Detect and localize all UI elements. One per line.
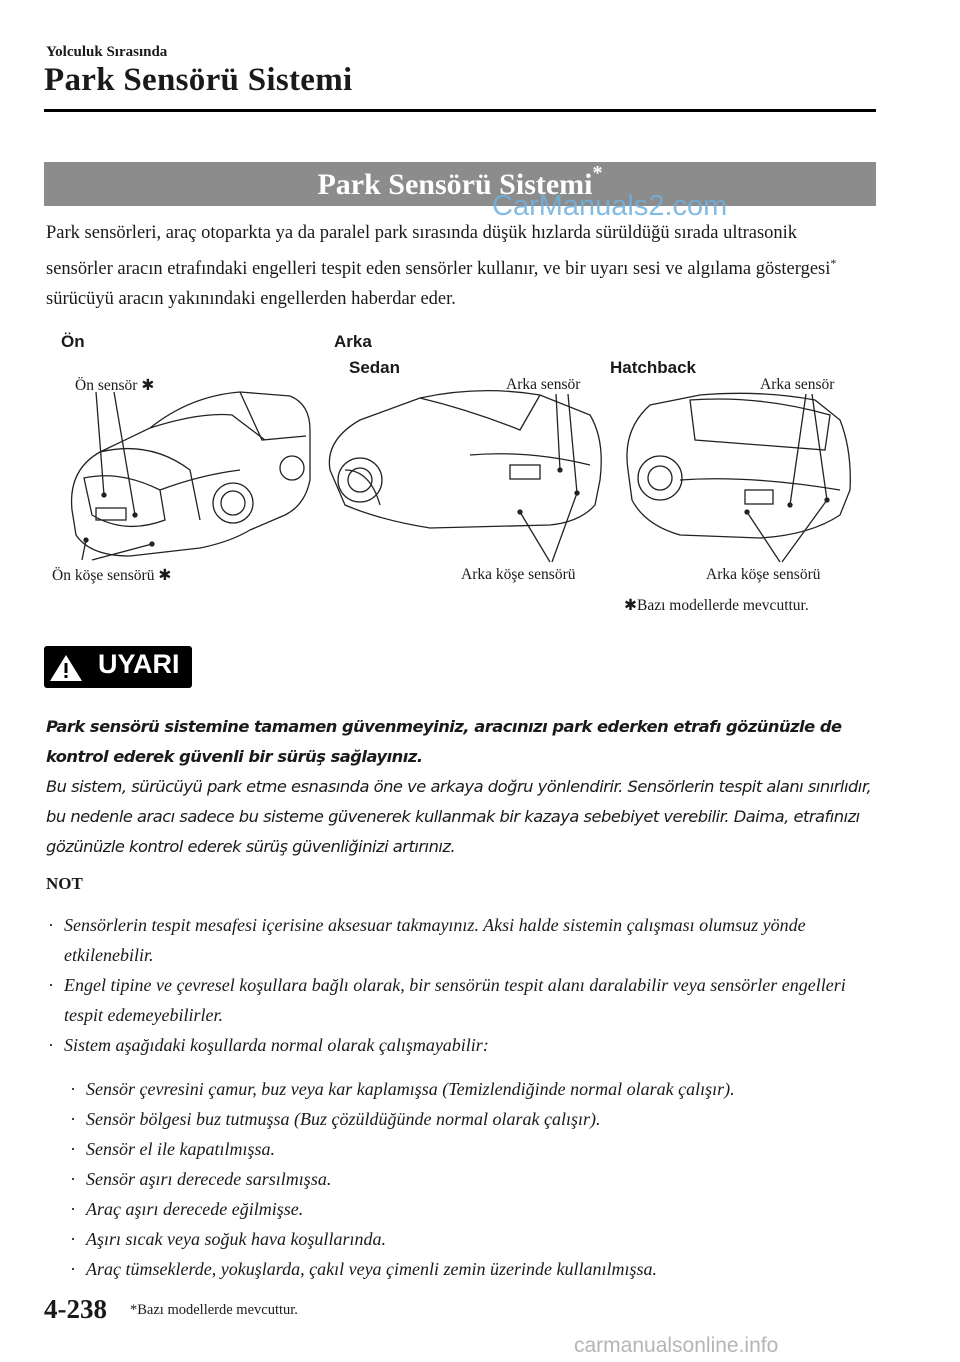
- warning-body: [46, 712, 886, 862]
- note-heading: NOT: [46, 874, 83, 893]
- label-rear: Arka: [334, 332, 372, 351]
- bullet-icon: ·: [48, 1035, 54, 1055]
- warning-bold-text: Park sensörü sistemine tamamen güvenmeyiniz, aracınızı park ederken etrafı gözünüzle de kontrol ederek güvenli bir sürüş sağlayınız.: [46, 717, 842, 766]
- note-subitem-text: Sensör el ile kapatılmışsa.: [86, 1139, 275, 1159]
- hatchback-illustration: [627, 393, 850, 562]
- sedan-illustration: [329, 391, 601, 562]
- label-front-sensor-text: Ön sensör: [75, 377, 138, 394]
- label-hatch-rear-corner: Arka köşe sensörü: [706, 566, 821, 583]
- intro-text-1: Park sensörleri, araç otoparkta ya da paralel park sırasında düşük hızlarda sürüldüğü sırada ultrasonik sensörler aracın etrafındaki engelleri tespit eden sensörler kullanır, ve bir uyarı sesi ve algılama göstergesi: [46, 223, 831, 280]
- label-sedan-rear-sensor: Arka sensör: [506, 376, 581, 393]
- label-hatchback: Hatchback: [610, 358, 696, 377]
- note-subitem: [68, 1104, 876, 1134]
- note-item-text: Engel tipine ve çevresel koşullara bağlı olarak, bir sensörün tespit alanı daralabilir veya sensörler engelleri tespit edemeyebilirler.: [64, 975, 846, 1025]
- section-label: Yolculuk Sırasında: [46, 44, 168, 60]
- watermark-bottom: carmanualsonline.info: [574, 1334, 779, 1357]
- watermark-top: CarManuals2.com: [492, 190, 728, 222]
- availability-star-icon: ✱: [158, 567, 172, 584]
- note-item: [46, 970, 876, 1030]
- note-subitem-text: Araç tümseklerde, yokuşlarda, çakıl veya çimenli zemin üzerinde kullanılmışsa.: [86, 1259, 658, 1279]
- label-hatch-rear-sensor: Arka sensör: [760, 376, 835, 393]
- warning-label: UYARI: [98, 649, 180, 679]
- label-sedan-rear-corner: Arka köşe sensörü: [461, 566, 576, 583]
- footnote: [130, 1302, 298, 1319]
- note-subitem: [68, 1164, 876, 1194]
- warning-triangle-icon: [44, 646, 88, 688]
- note-subitem: [68, 1194, 876, 1224]
- note-subitem: [68, 1254, 876, 1284]
- availability-note-text: Bazı modellerde mevcuttur.: [637, 597, 809, 614]
- front-car-illustration: [72, 392, 310, 560]
- note-item-text: Sistem aşağıdaki koşullarda normal olarak çalışmayabilir:: [64, 1035, 489, 1055]
- intro-text-2: sürücüyü aracın yakınındaki engellerden haberdar eder.: [46, 289, 456, 310]
- note-subitem-text: Araç aşırı derecede eğilmişse.: [86, 1199, 304, 1219]
- note-subitem-text: Aşırı sıcak veya soğuk hava koşullarında.: [86, 1229, 386, 1249]
- bullet-icon: ·: [48, 975, 54, 995]
- bullet-icon: ·: [70, 1199, 76, 1219]
- bullet-icon: ·: [48, 915, 54, 935]
- footnote-text: Bazı modellerde mevcuttur.: [137, 1302, 298, 1318]
- note-subitem-text: Sensör çevresini çamur, buz veya kar kaplamışsa (Temizlendiğinde normal olarak çalışır).: [86, 1079, 735, 1099]
- note-subitem: [68, 1224, 876, 1254]
- warning-plain-text: Bu sistem, sürücüyü park etme esnasında öne ve arkaya doğru yönlendirir. Sensörlerin tespit alanı sınırlıdır, bu nedenle aracı sadece bu sisteme güvenerek kullanmak bir kazaya sebebiyet verebilir. Daima, etrafınızı gözünüzle kontrol ederek sürüş güvenliğinizi artırınız.: [46, 777, 872, 856]
- bullet-icon: ·: [70, 1259, 76, 1279]
- label-sedan: Sedan: [349, 358, 401, 377]
- note-subitem: [68, 1074, 876, 1104]
- note-subitem: [68, 1134, 876, 1164]
- availability-star-icon: ✱: [141, 377, 155, 394]
- bullet-icon: ·: [70, 1169, 76, 1189]
- bullet-icon: ·: [70, 1139, 76, 1159]
- banner-asterisk: *: [592, 162, 603, 184]
- footnote-asterisk: *: [130, 1302, 138, 1318]
- note-item: [46, 1030, 876, 1060]
- bullet-icon: ·: [70, 1109, 76, 1129]
- note-subitem-text: Sensör aşırı derecede sarsılmışsa.: [86, 1169, 332, 1189]
- note-sublist: [68, 1074, 876, 1284]
- page-title: Park Sensörü Sistemi: [44, 62, 353, 98]
- note-item-text: Sensörlerin tespit mesafesi içerisine aksesuar takmayınız. Aksi halde sistemin çalışması olumsuz yönde etkilenebilir.: [64, 915, 806, 965]
- note-item: [46, 910, 876, 970]
- page-number: 4-238: [44, 1294, 107, 1324]
- note-list: [46, 910, 876, 1284]
- label-front: Ön: [61, 332, 85, 351]
- availability-star-icon: ✱: [624, 597, 637, 614]
- bullet-icon: ·: [70, 1229, 76, 1249]
- bullet-icon: ·: [70, 1079, 76, 1099]
- parking-sensor-figure: [0, 0, 960, 640]
- intro-asterisk: *: [830, 256, 837, 270]
- label-front-corner-text: Ön köşe sensörü: [52, 567, 155, 584]
- note-subitem-text: Sensör bölgesi buz tutmuşsa (Buz çözüldüğünde normal olarak çalışır).: [86, 1109, 601, 1129]
- banner-title-text: Park Sensörü Sistemi: [317, 168, 593, 201]
